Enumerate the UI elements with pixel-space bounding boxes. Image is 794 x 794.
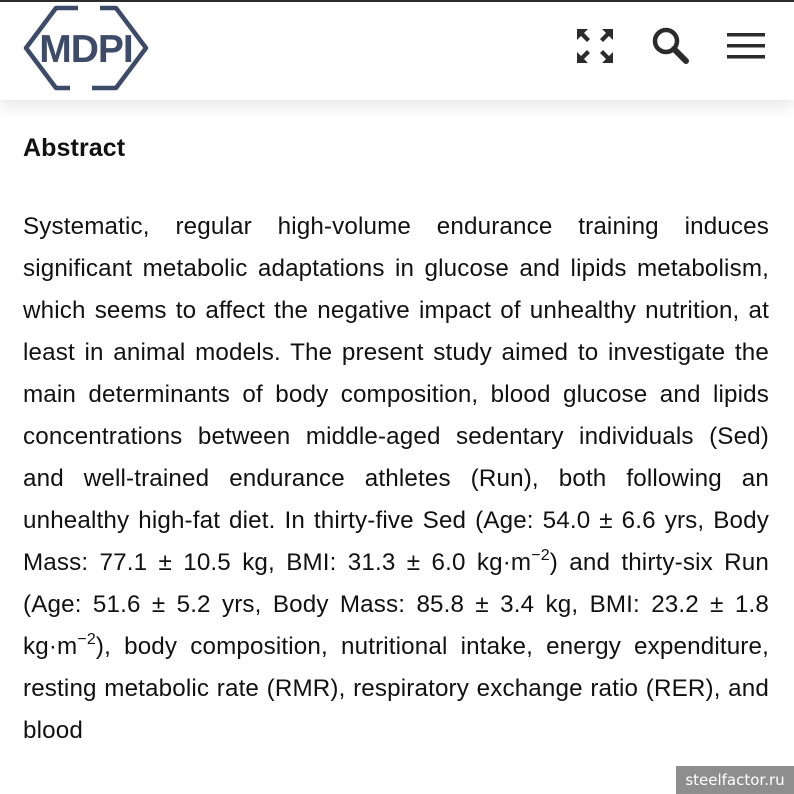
top-border	[0, 0, 794, 2]
abstract-heading: Abstract	[23, 134, 126, 162]
hamburger-menu-icon	[724, 24, 768, 68]
site-header	[0, 0, 794, 100]
expand-icon	[573, 24, 617, 68]
watermark: steelfactor.ru	[676, 766, 794, 794]
search-button[interactable]	[648, 24, 692, 68]
abstract-text-part-2: ) and thirty-six Run (Age: 51.6 ± 5.2 yrs, Body Mass: 85.8 ± 3.4 kg, BMI: 23.2 ± 1.8 kg·m	[23, 549, 769, 660]
expand-button[interactable]	[573, 24, 617, 68]
mdpi-logo-hexagon	[20, 4, 152, 92]
mdpi-logo[interactable]	[20, 4, 152, 92]
superscript-exponent: −2	[77, 631, 96, 648]
search-icon	[648, 24, 692, 68]
abstract-text-part-3: ), body composition, nutritional intake, energy expenditure, resting metabolic rate (RMR), respiratory exchange ratio (RER), and blood	[23, 633, 769, 744]
superscript-exponent: −2	[531, 547, 550, 564]
menu-button[interactable]	[724, 24, 768, 68]
abstract-text-part-1: Systematic, regular high-volume endurance training induces significant metabolic adaptations in glucose and lipids metabolism, which seems to affect the negative impact of unhealthy nutrition, at least in animal models. The present study aimed to investigate the main determinants of body composition, blood glucose and lipids concentrations between middle-aged sedentary individuals (Sed) and well-trained endurance athletes (Run), both following an unhealthy high-fat diet. In thirty-five Sed (Age: 54.0 ± 6.6 yrs, Body Mass: 77.1 ± 10.5 kg, BMI: 31.3 ± 6.0 kg·m	[23, 213, 769, 576]
abstract-text	[23, 206, 769, 752]
mdpi-logo-text: MDPI	[39, 28, 133, 71]
